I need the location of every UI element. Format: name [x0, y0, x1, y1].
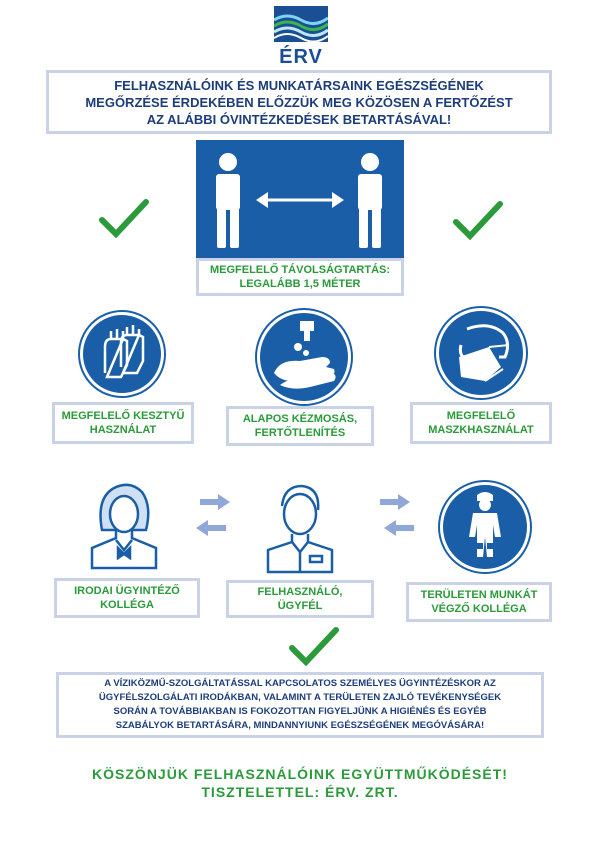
mask-icon [436, 308, 526, 398]
footer-signature: TISZTELETTEL: ÉRV. ZRT. [201, 784, 399, 800]
logo-text: ÉRV [279, 46, 323, 68]
header-box [46, 70, 552, 134]
customer-icon [260, 480, 340, 574]
header-line-1: FELHASZNÁLÓINK ÉS MUNKATÁRSAINK EGÉSZSÉGÉNEK [114, 77, 484, 93]
notice-line-1: A VÍZIKÖZMŰ-SZOLGÁLTATÁSSAL KAPCSOLATOS SZEMÉLYES ÜGYINTÉZÉSKOR AZ [104, 678, 496, 689]
office-clerk-label: IRODAI ÜGYINTÉZŐ KOLLÉGA [54, 578, 200, 618]
checkmark-bottom-icon [288, 624, 340, 668]
office-clerk-icon [86, 478, 162, 570]
footer-thanks: KÖSZÖNJÜK FELHASZNÁLÓINK EGYÜTTMŰKÖDÉSÉT! [92, 766, 508, 782]
header-line-3: AZ ALÁBBI ÓVINTÉZKEDÉSEK BETARTÁSÁVAL! [146, 111, 452, 127]
notice-line-2: ÜGYFÉLSZOLGÁLATI IRODÁKBAN, VALAMINT A TERÜLETEN ZAJLÓ TEVÉKENYSÉGEK [98, 692, 502, 703]
distance-people-icon [196, 140, 404, 260]
gloves-label: MEGFELELŐ KESZTYŰ HASZNÁLAT [52, 402, 194, 444]
field-worker-label: TERÜLETEN MUNKÁT VÉGZŐ KOLLÉGA [406, 582, 552, 622]
arrow-left-icon [384, 520, 414, 536]
checkmark-left-icon [98, 196, 150, 240]
mask-label: MEGFELELŐ MASZKHASZNÁLAT [410, 402, 552, 444]
distance-label: MEGFELELŐ TÁVOLSÁGTARTÁS: LEGALÁBB 1,5 MÉTER [196, 258, 404, 296]
logo-waves-icon [274, 6, 328, 42]
arrow-left-icon [196, 520, 226, 536]
arrow-right-icon [380, 494, 410, 510]
distance-sign [196, 140, 404, 260]
checkmark-right-icon [452, 198, 504, 242]
handwash-label: ALAPOS KÉZMOSÁS, FERTŐTLENÍTÉS [226, 406, 374, 446]
notice-line-3: SORÁN A TOVÁBBIAKBAN IS FOKOZOTTAN FIGYELJÜNK A HIGIÉNÉS ÉS EGYÉB [113, 706, 487, 717]
arrow-right-icon [200, 494, 230, 510]
customer-label: FELHASZNÁLÓ, ÜGYFÉL [226, 580, 374, 618]
handwash-icon [257, 310, 351, 404]
gloves-icon [80, 312, 164, 396]
notice-box [56, 672, 544, 738]
notice-line-4: SZABÁLYOK BETARTÁSÁRA, MINDANNYIUNK EGÉSZSÉGÉNEK MEGÓVÁSÁRA! [115, 720, 485, 731]
logo [274, 6, 328, 68]
header-line-2: MEGŐRZÉSE ÉRDEKÉBEN ELŐZZÜK MEG KÖZÖSEN A FERTŐZÉST [85, 94, 513, 110]
field-worker-icon [440, 482, 530, 572]
